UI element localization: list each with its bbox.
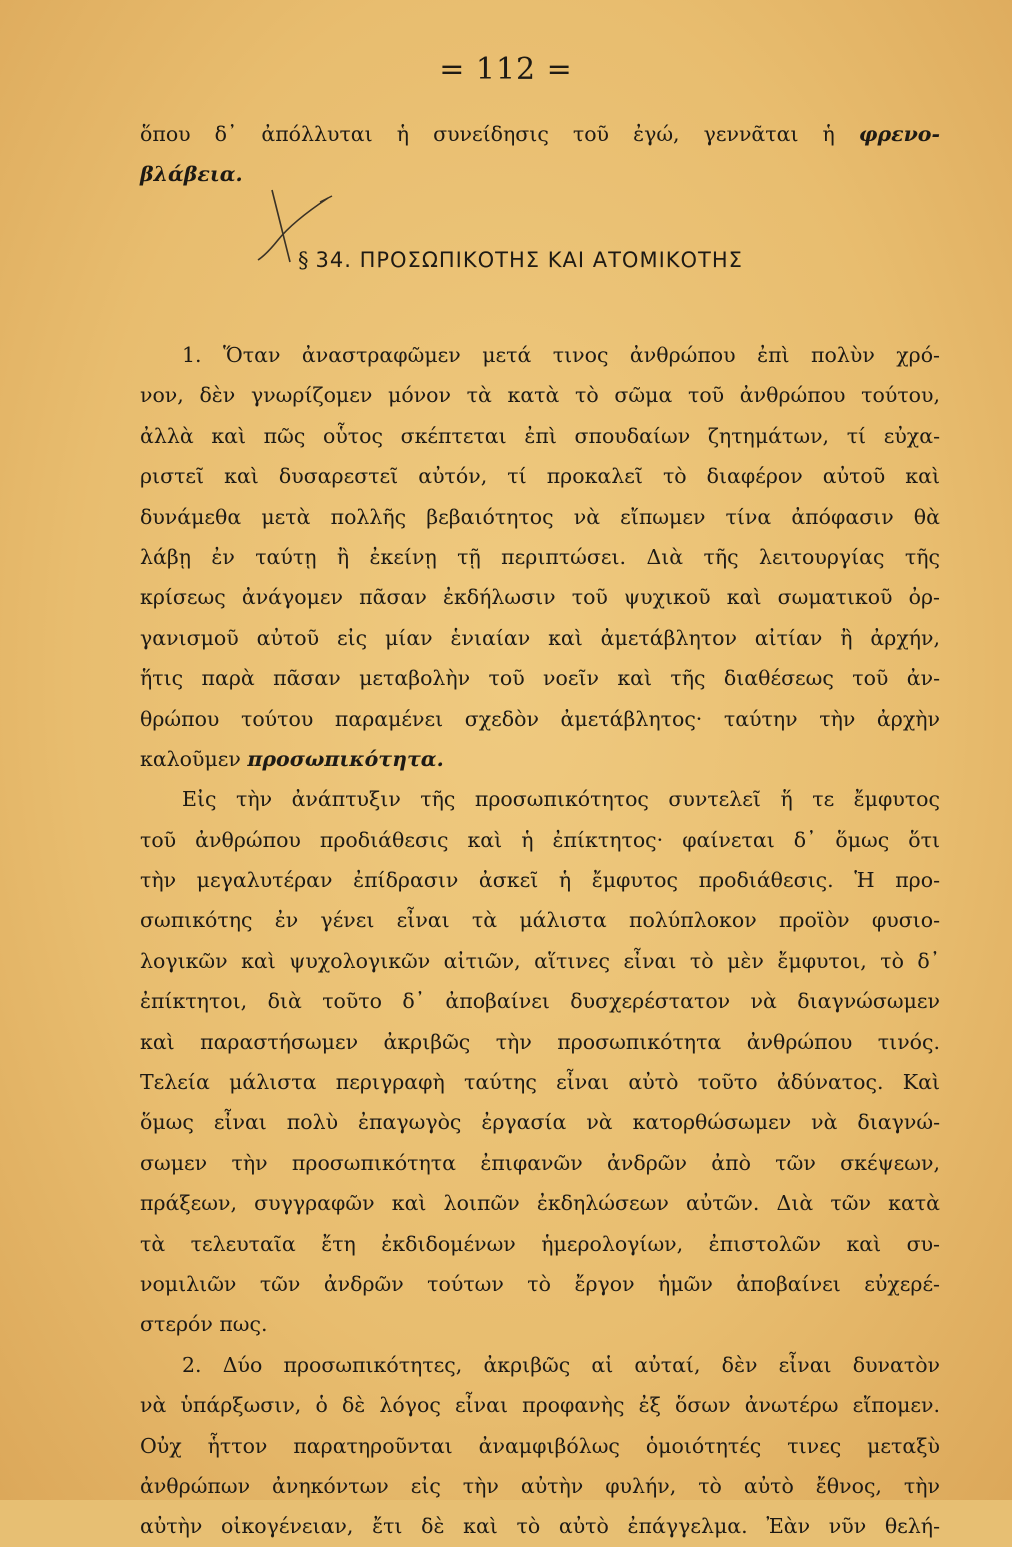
text-line: λογικῶν καὶ ψυχολογικῶν αἰτιῶν, αἵτινες εἶναι τὸ μὲν ἔμφυτοι, τὸ δ᾽ bbox=[140, 948, 940, 973]
text-line: Τελεία μάλιστα περιγραφὴ ταύτης εἶναι αὐτὸ τοῦτο ἀδύνατος. Καὶ bbox=[140, 1070, 940, 1095]
section-title: 34. ΠΡΟΣΩΠΙΚΟΤΗΣ ΚΑΙ ΑΤΟΜΙΚΟΤΗΣ bbox=[315, 248, 743, 272]
text-line: νομιλιῶν τῶν ἀνδρῶν τούτων τὸ ἔργον ἡμῶν ἀποβαίνει εὐχερέ- bbox=[140, 1271, 940, 1296]
text-line: νὰ ὑπάρξωσιν, ὁ δὲ λόγος εἶναι προφανὴς ἐξ ὅσων ἀνωτέρω εἴπομεν. bbox=[140, 1393, 940, 1418]
text-line: λάβῃ ἐν ταύτῃ ἢ ἐκείνῃ τῇ περιπτώσει. Διὰ τῆς λειτουργίας τῆς bbox=[140, 544, 940, 569]
text-line: καλοῦμεν προσωπικότητα. bbox=[140, 746, 444, 771]
section-heading bbox=[298, 248, 743, 272]
text-line: σωμεν τὴν προσωπικότητα ἐπιφανῶν ἀνδρῶν ἀπὸ τῶν σκέψεων, bbox=[140, 1150, 940, 1175]
text-line: δυνάμεθα μετὰ πολλῆς βεβαιότητος νὰ εἴπωμεν τίνα ἀπόφασιν θὰ bbox=[140, 504, 940, 529]
text-line: καὶ παραστήσωμεν ἀκριβῶς τὴν προσωπικότητα ἀνθρώπου τινός. bbox=[140, 1029, 940, 1054]
text-line: πράξεων, συγγραφῶν καὶ λοιπῶν ἐκδηλώσεων αὐτῶν. Διὰ τῶν κατὰ bbox=[140, 1191, 940, 1216]
paragraph-1 bbox=[140, 335, 940, 779]
page-number: = 112 = bbox=[439, 52, 573, 87]
emphasized-term: προσωπικότητα. bbox=[247, 746, 444, 771]
text-line: κρίσεως ἀνάγομεν πᾶσαν ἐκδήλωσιν τοῦ ψυχικοῦ καὶ σωματικοῦ ὀρ- bbox=[140, 585, 940, 610]
text-line: θρώπου τούτου παραμένει σχεδὸν ἀμετάβλητος· ταύτην τὴν ἀρχὴν bbox=[140, 706, 940, 731]
text-line: ὅμως εἶναι πολὺ ἐπαγωγὸς ἐργασία νὰ κατορθώσωμεν νὰ διαγνώ- bbox=[140, 1110, 940, 1135]
text-line: Εἰς τὴν ἀνάπτυξιν τῆς προσωπικότητος συντελεῖ ἥ τε ἔμφυτος bbox=[182, 787, 940, 812]
text-line: ἥτις παρὰ πᾶσαν μεταβολὴν τοῦ νοεῖν καὶ τῆς διαθέσεως τοῦ ἀν- bbox=[140, 666, 940, 691]
text-line: αὐτὴν οἰκογένειαν, ἔτι δὲ καὶ τὸ αὐτὸ ἐπάγγελμα. Ἐὰν νῦν θελή- bbox=[140, 1514, 940, 1539]
text-line: 1. Ὅταν ἀναστραφῶμεν μετά τινος ἀνθρώπου ἐπὶ πολὺν χρό- bbox=[182, 343, 940, 367]
emphasized-term: φρενο- bbox=[858, 122, 940, 146]
text-line: ἐπίκτητοι, διὰ τοῦτο δ᾽ ἀποβαίνει δυσχερέστατον νὰ διαγνώσωμεν bbox=[140, 989, 940, 1014]
text-line: τὰ τελευταῖα ἔτη ἐκδιδομένων ἡμερολογίων, ἐπιστολῶν καὶ συ- bbox=[140, 1231, 940, 1256]
paragraph-3 bbox=[140, 1345, 940, 1547]
paragraph-2 bbox=[140, 779, 940, 1344]
emphasized-term: βλάβεια. bbox=[140, 162, 243, 187]
text-line: ἀλλὰ καὶ πῶς οὗτος σκέπτεται ἐπὶ σπουδαίων ζητημάτων, τί εὐχα- bbox=[140, 423, 940, 448]
text-line: 2. Δύο προσωπικότητες, ἀκριβῶς αἱ αὐταί, δὲν εἶναι δυνατὸν bbox=[182, 1352, 940, 1377]
text-line: γανισμοῦ αὐτοῦ εἰς μίαν ἑνιαίαν καὶ ἀμετάβλητον αἰτίαν ἢ ἀρχήν, bbox=[140, 625, 940, 650]
text-line: τὴν μεγαλυτέραν ἐπίδρασιν ἀσκεῖ ἡ ἔμφυτος προδιάθεσις. Ἡ προ- bbox=[140, 868, 940, 893]
text-line: στερόν πως. bbox=[140, 1312, 268, 1337]
text-line bbox=[140, 154, 940, 194]
text-line: ἀνθρώπων ἀνηκόντων εἰς τὴν αὐτὴν φυλήν, τὸ αὐτὸ ἔθνος, τὴν bbox=[140, 1473, 940, 1498]
text-line: ριστεῖ καὶ δυσαρεστεῖ αὐτόν, τί προκαλεῖ τὸ διαφέρον αὐτοῦ καὶ bbox=[140, 464, 940, 489]
body-text bbox=[140, 335, 940, 1547]
text-line: Οὐχ ἧττον παρατηροῦνται ἀναμφιβόλως ὁμοιότητές τινες μεταξὺ bbox=[140, 1433, 940, 1458]
text-line: νον, δὲν γνωρίζομεν μόνον τὰ κατὰ τὸ σῶμα τοῦ ἀνθρώπου τούτου, bbox=[140, 383, 940, 408]
intro-paragraph bbox=[140, 114, 940, 195]
text-line: ὅπου δ᾽ ἀπόλλυται ἡ συνείδησις τοῦ ἐγώ, γεννᾶται ἡ φρενο- bbox=[140, 122, 940, 146]
text-line: σωπικότης ἐν γένει εἶναι τὰ μάλιστα πολύπλοκον προϊὸν φυσιο- bbox=[140, 908, 940, 933]
text-line: τοῦ ἀνθρώπου προδιάθεσις καὶ ἡ ἐπίκτητος· φαίνεται δ᾽ ὅμως ὅτι bbox=[140, 827, 940, 852]
section-sign: § bbox=[298, 248, 310, 272]
